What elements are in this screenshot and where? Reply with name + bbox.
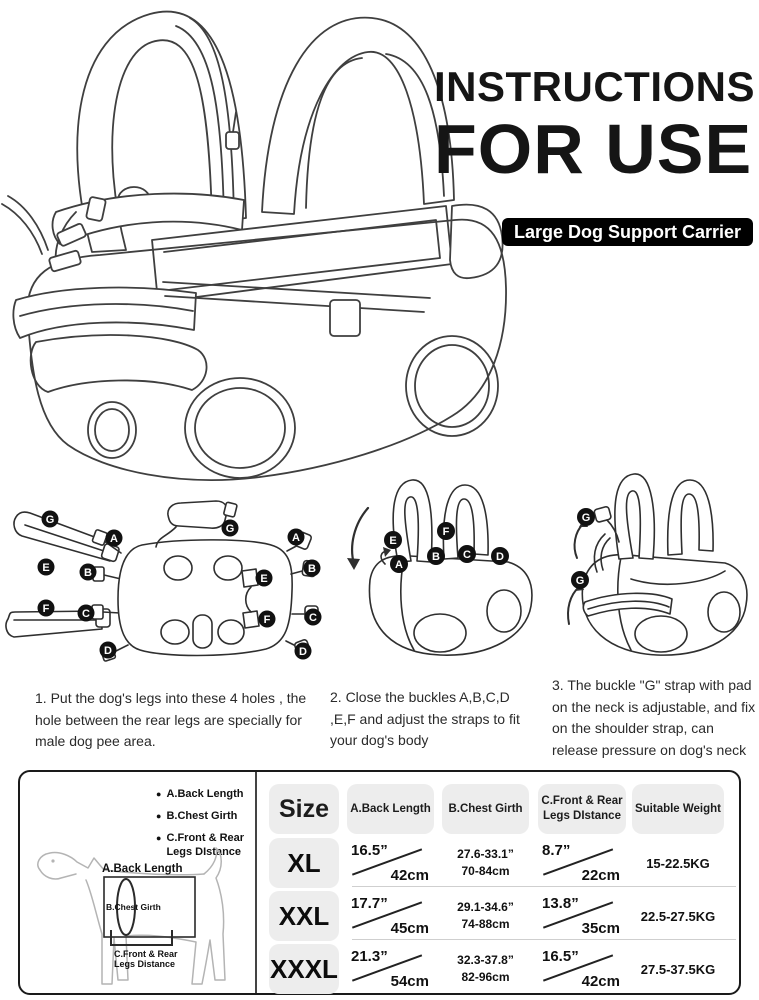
svg-text:B: B xyxy=(308,563,316,575)
svg-text:G: G xyxy=(225,523,235,535)
svg-text:A: A xyxy=(292,532,300,544)
svg-text:F: F xyxy=(42,603,50,615)
cm-value: 70-84cm xyxy=(461,864,510,878)
cell-xxxl-weight xyxy=(632,944,724,994)
legend-label: B.Chest Girth xyxy=(166,810,238,823)
inches-value: 16.5” xyxy=(542,948,579,965)
chest-girth-annotation: B.Chest Girth xyxy=(106,902,161,912)
cell-xxxl-legs-distance xyxy=(538,944,625,994)
svg-text:D: D xyxy=(299,646,307,658)
title-line-2: FOR USE xyxy=(434,110,753,188)
svg-text:C: C xyxy=(463,549,471,561)
row-separator xyxy=(352,939,736,940)
inches-value: 27.6-33.1” xyxy=(457,847,514,861)
bullet-icon: ● xyxy=(156,811,162,822)
cell-xl-back-length xyxy=(347,838,434,888)
inches-value: 21.3” xyxy=(351,948,388,965)
header-cell-back-length: A.Back Length xyxy=(347,784,434,834)
step2-diagram xyxy=(340,470,545,665)
cm-value: 22cm xyxy=(581,867,620,884)
bullet-icon: ● xyxy=(156,833,162,844)
cell-xl-legs-distance xyxy=(538,838,625,888)
row-separator xyxy=(352,886,736,887)
cell-xl-weight xyxy=(632,838,724,888)
svg-text:F: F xyxy=(442,526,450,538)
size-table xyxy=(18,770,741,995)
legs-distance-annotation-line2: Legs Distance xyxy=(114,959,176,969)
cm-value: 42cm xyxy=(581,973,620,990)
inches-value: 16.5” xyxy=(351,842,388,859)
svg-text:C: C xyxy=(82,608,90,620)
header-cell-chest-girth: B.Chest Girth xyxy=(442,784,529,834)
cm-value: 54cm xyxy=(390,973,429,990)
legs-distance-annotation-line1: C.Front & Rear xyxy=(114,949,178,959)
svg-text:G: G xyxy=(575,575,585,587)
inches-value: 29.1-34.6” xyxy=(457,900,514,914)
title-line-1: INSTRUCTIONS xyxy=(434,63,755,110)
page-title xyxy=(434,63,755,188)
inches-value: 13.8” xyxy=(542,895,579,912)
dog-measurement-diagram xyxy=(26,844,254,990)
legend-label: A.Back Length xyxy=(166,788,244,800)
svg-text:E: E xyxy=(389,535,397,547)
cm-value: 42cm xyxy=(390,867,429,884)
row-xl-size: XL xyxy=(269,838,339,888)
svg-text:D: D xyxy=(104,645,112,657)
header-cell-legs-distance: C.Front & Rear Legs DIstance xyxy=(538,784,626,834)
svg-text:F: F xyxy=(263,614,271,626)
svg-text:E: E xyxy=(42,562,50,574)
inches-value: 17.7” xyxy=(351,895,388,912)
svg-text:G: G xyxy=(581,512,591,524)
cm-value: 74-88cm xyxy=(461,917,510,931)
cell-xl-chest-girth xyxy=(442,838,529,888)
weight-value: 15-22.5KG xyxy=(646,855,710,871)
inches-value: 32.3-37.8” xyxy=(457,953,514,967)
cm-value: 45cm xyxy=(390,920,429,937)
svg-text:E: E xyxy=(260,573,268,585)
svg-text:C: C xyxy=(309,612,317,624)
svg-text:B: B xyxy=(84,567,92,579)
weight-value: 27.5-37.5KG xyxy=(640,961,716,977)
svg-text:D: D xyxy=(496,551,504,563)
cm-value: 35cm xyxy=(581,920,620,937)
cell-xxl-weight xyxy=(632,891,724,941)
cell-xxl-legs-distance xyxy=(538,891,625,941)
svg-text:G: G xyxy=(45,514,55,526)
cell-xxl-back-length xyxy=(347,891,434,941)
step1-diagram xyxy=(0,495,330,675)
row-xxxl-size: XXXL xyxy=(269,944,339,994)
cell-xxxl-chest-girth xyxy=(442,944,529,994)
step3-diagram xyxy=(555,462,759,662)
weight-value: 22.5-27.5KG xyxy=(640,908,716,924)
step2-caption: 2. Close the buckles A,B,C,D ,E,F and adjust the straps to fit your dog's body xyxy=(330,689,520,749)
inches-value: 8.7” xyxy=(542,842,571,859)
step3-caption: 3. The buckle "G" strap with pad on the neck is adjustable, and fix on the shoulder strap, can release pressure on dog's neck xyxy=(552,677,756,759)
step1-caption: 1. Put the dog's legs into these 4 holes , the hole between the rear legs are specially for male dog pee area. xyxy=(35,690,307,750)
cell-xxxl-back-length xyxy=(347,944,434,994)
svg-text:B: B xyxy=(432,551,440,563)
bullet-icon: ● xyxy=(156,789,162,799)
svg-text:A: A xyxy=(110,533,118,545)
cell-xxl-chest-girth xyxy=(442,891,529,941)
cm-value: 82-96cm xyxy=(461,970,510,984)
back-length-annotation: A.Back Length xyxy=(102,863,183,875)
product-badge: Large Dog Support Carrier xyxy=(502,218,753,246)
legend-item xyxy=(156,810,258,823)
legend-item xyxy=(156,788,258,801)
legend-label: C.Front & Rear Legs DIstance xyxy=(166,832,245,858)
header-cell-suitable-weight: Suitable Weight xyxy=(632,784,724,834)
row-xxl-size: XXL xyxy=(269,891,339,941)
svg-text:A: A xyxy=(395,559,403,571)
header-cell-size: Size xyxy=(269,784,339,834)
